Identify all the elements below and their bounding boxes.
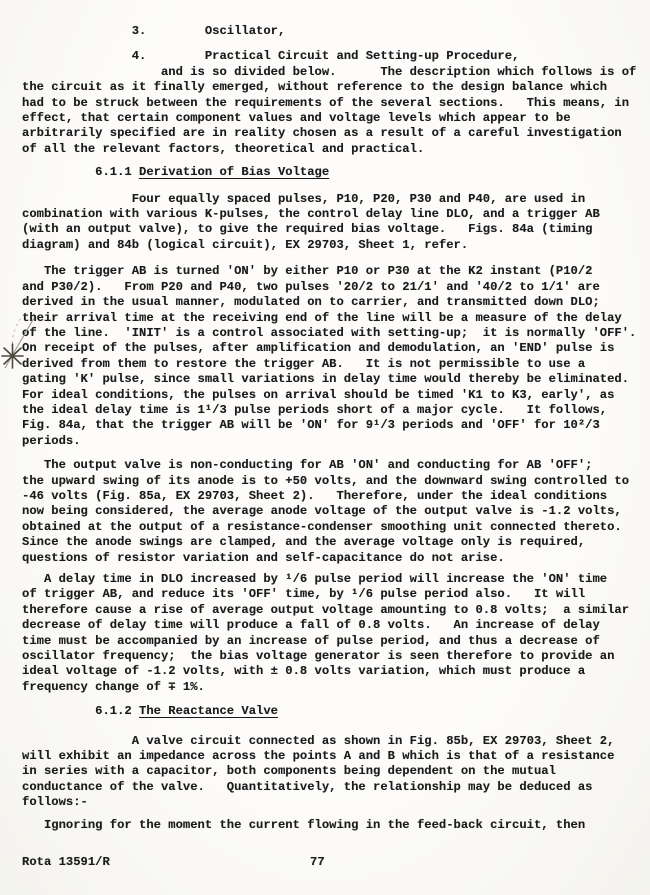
text-line: (with an output valve), to give the required bias voltage. Figs. 84a (timing bbox=[22, 222, 593, 237]
text-line: time must be accompanied by an increase of pulse period, and thus a decrease of bbox=[22, 633, 600, 648]
text-line: effect, that certain component values and voltage levels which appear to be bbox=[22, 111, 571, 126]
text-line: of the line. 'INIT' is a control associated with setting-up; it is normally 'OFF'. bbox=[22, 325, 637, 340]
text-line: A delay time in DLO increased by ¹/6 pulse period will increase the 'ON' time bbox=[22, 572, 608, 586]
text-line: had to be struck between the requirements of the several sections. This means, in bbox=[22, 95, 630, 110]
text-line: Four equally spaced pulses, P10, P20, P30 and P40, are used in bbox=[22, 191, 586, 206]
text-line: The trigger AB is turned 'ON' by either P10 or P30 at the K2 instant (P10/2 bbox=[22, 264, 593, 279]
text-line: derived in the usual manner, modulated on to carrier, and transmitted down DLO; bbox=[22, 295, 600, 310]
text-line: the upward swing of its anode is to +50 volts, and the downward swing controlled to bbox=[22, 473, 630, 488]
text-line: 3. Oscillator, bbox=[22, 24, 286, 38]
section-number: 6.1.1 bbox=[22, 165, 140, 180]
text-line: obtained at the output of a resistance-condenser smoothing unit connected thereto. bbox=[22, 519, 622, 534]
text-line: diagram) and 84b (logical circuit), EX 29703, Sheet 1, refer. bbox=[22, 237, 469, 252]
heading-6-1-2 bbox=[22, 704, 650, 719]
para-reactance-2 bbox=[22, 818, 650, 833]
section-title: Derivation of Bias Voltage bbox=[139, 165, 330, 180]
para-intro bbox=[22, 80, 650, 157]
heading-6-1-1 bbox=[22, 165, 650, 180]
section-heading-line bbox=[22, 165, 650, 180]
para-bias-4 bbox=[22, 572, 650, 695]
text-line: combination with various K-pulses, the control delay line DLO, and a trigger AB bbox=[22, 207, 600, 222]
text-line: conductance of the valve. Quantitatively, the relationship may be deduced as bbox=[22, 779, 593, 794]
text-line: and is so divided below. The description which follows is of bbox=[22, 64, 637, 79]
text-line: follows:- bbox=[22, 795, 88, 810]
text-line: Fig. 84a, that the trigger AB will be 'ON' for 9¹/3 periods and 'OFF' for 10²/3 bbox=[22, 418, 600, 433]
text-line: -46 volts (Fig. 85a, EX 29703, Sheet 2). Therefore, under the ideal conditions bbox=[22, 488, 608, 503]
text-line: ideal voltage of -1.2 volts, with ± 0.8 volts variation, which must produce a bbox=[22, 664, 586, 679]
text-line: will exhibit an impedance across the points A and B which is that of a resistance bbox=[22, 749, 615, 764]
text-line: questions of resistor variation and self-capacitance do not arise. bbox=[22, 550, 505, 565]
text-line: periods. bbox=[22, 433, 81, 448]
para-reactance-1 bbox=[22, 734, 650, 811]
list-item-3 bbox=[22, 24, 650, 39]
document-reference: Rota 13591/R bbox=[22, 855, 110, 869]
text-line: On receipt of the pulses, after amplification and demodulation, an 'END' pulse is bbox=[22, 341, 615, 356]
text-line: oscillator frequency; the bias voltage generator is seen therefore to provide an bbox=[22, 649, 615, 664]
text-line: of trigger AB, and reduce its 'OFF' time, by ¹/6 pulse period also. It will bbox=[22, 587, 586, 602]
text-line: the circuit as it finally emerged, without reference to the design balance which bbox=[22, 80, 608, 95]
text-line: arbitrarily specified are in reality chosen as a result of a careful investigation bbox=[22, 126, 622, 141]
text-line: The output valve is non-conducting for AB 'ON' and conducting for AB 'OFF'; bbox=[22, 458, 593, 473]
text-line: therefore cause a rise of average output voltage amounting to 0.8 volts; a similar bbox=[22, 602, 630, 617]
text-line: and P30/2). From P20 and P40, two pulses '20/2 to 21/1' and '40/2 to 1/1' are bbox=[22, 279, 600, 294]
text-line: Since the anode swings are clamped, and the average voltage only is required, bbox=[22, 535, 586, 550]
text-line: frequency change of ∓ 1%. bbox=[22, 679, 205, 694]
text-line: of all the relevant factors, theoretical and practical. bbox=[22, 141, 425, 156]
section-title: The Reactance Valve bbox=[139, 704, 278, 719]
text-line: in series with a capacitor, both components being dependent on the mutual bbox=[22, 764, 556, 779]
text-line: the ideal delay time is 1¹/3 pulse periods short of a major cycle. It follows, bbox=[22, 402, 608, 417]
para-bias-1 bbox=[22, 192, 650, 254]
text-line: derived from them to restore the trigger AB. It is not permissible to use a bbox=[22, 356, 586, 371]
text-line: now being considered, the average anode voltage of the output valve is -1.2 volts, bbox=[22, 504, 622, 519]
handwritten-margin-mark bbox=[0, 312, 46, 384]
text-line: A valve circuit connected as shown in Fig. 85b, EX 29703, Sheet 2, bbox=[22, 733, 615, 748]
section-heading-line bbox=[22, 704, 650, 719]
text-line: gating 'K' pulse, since small variations in delay time would thereby be eliminated. bbox=[22, 372, 630, 387]
text-line: decrease of delay time will produce a fall of 0.8 volts. An increase of delay bbox=[22, 618, 600, 633]
text-line: 4. Practical Circuit and Setting-up Procedure, bbox=[22, 49, 520, 64]
text-line: their arrival time at the receiving end of the line will be a measure of the delay bbox=[22, 310, 622, 325]
para-bias-2 bbox=[22, 264, 650, 449]
text-line: For ideal conditions, the pulses on arrival should be timed 'K1 to K3, early', as bbox=[22, 387, 615, 402]
section-number: 6.1.2 bbox=[22, 704, 140, 719]
para-bias-3 bbox=[22, 458, 650, 566]
page-number: 77 bbox=[310, 855, 325, 869]
list-item-4 bbox=[22, 49, 650, 80]
text-line: Ignoring for the moment the current flowing in the feed-back circuit, then bbox=[22, 817, 586, 832]
